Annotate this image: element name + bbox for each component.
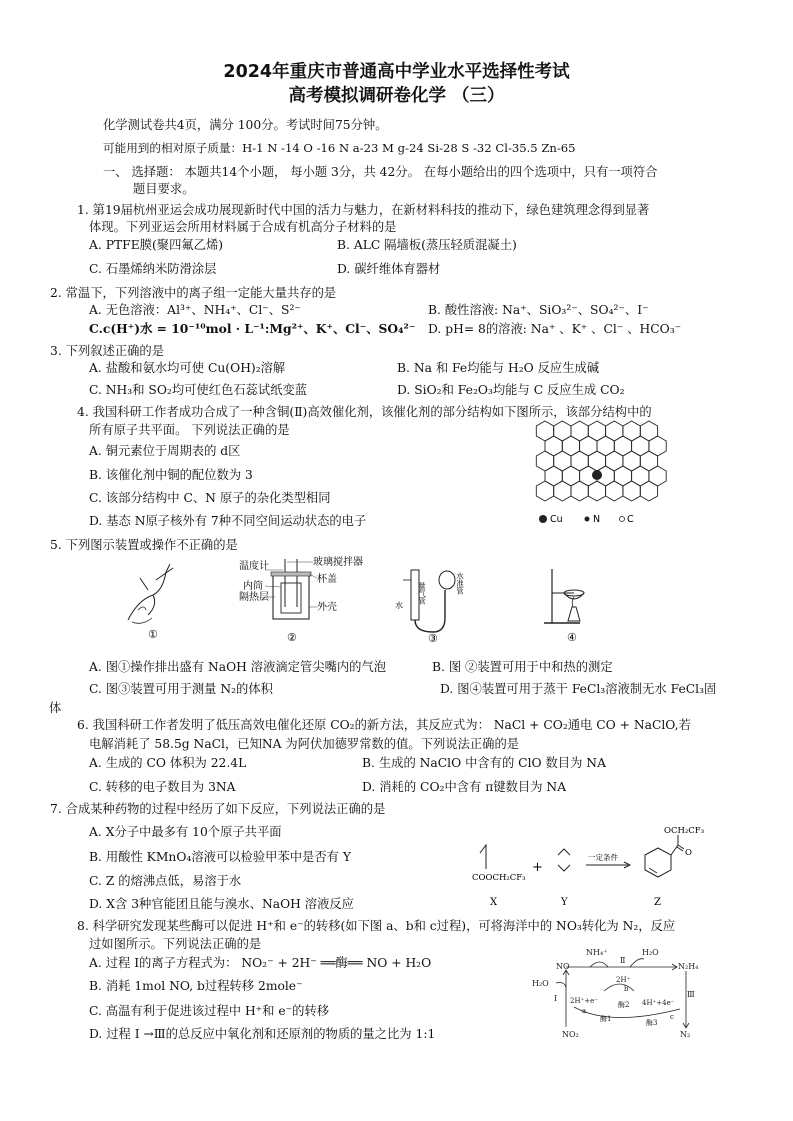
q4-option-b: B. 该催化剂中铜的配位数为 3 [89,468,253,482]
q3-option-d: D. SiO₂和 Fe₂O₃均能与 C 反应生成 CO₂ [397,383,625,397]
q1-option-a: A. PTFE膜(聚四氟乙烯) [89,238,224,252]
cycle-step-2: Ⅱ [620,956,626,965]
q4-stem: 4. 我国科研工作者成功合成了一种含铜(Ⅱ)高效催化剂，该催化剂的部分结构如下图所示，该部分结构中的 [77,405,652,419]
cycle-c: c [670,1013,674,1021]
legend-n-dot [585,517,590,522]
label-gas-burette: 量气管 [417,582,427,605]
figure-number-2: ② [287,631,297,644]
q4-option-c: C. 该部分结构中 C、N 原子的杂化类型相同 [89,491,331,505]
label-level-tube: 水准管 [455,572,465,595]
apparatus-figure-2 [239,557,363,644]
section-heading: 一、 选择题： 本题共14个小题， 每小题 3分，共 42分。 在每小题给出的四个选项中，只有一项符合 [103,165,658,179]
q2-option-b: B. 酸性溶液: Na⁺、SiO₃²⁻、SO₄²⁻、I⁻ [428,303,649,317]
z-carbonyl-o: O [685,848,692,858]
q8-option-c: C. 高温有利于促进该过程中 H⁺和 e⁻的转移 [89,1004,330,1018]
cycle-nh4: NH₄⁺ [586,948,608,957]
q2-option-c: C.c(H⁺)水 = 10⁻¹⁰mol · L⁻¹:Mg²⁺、K⁺、Cl⁻、SO₄²⁻ [89,321,416,336]
q3-option-c: C. NH₃和 SO₂均可使红色石蕊试纸变蓝 [89,383,308,397]
cycle-step-1: Ⅰ [554,994,558,1003]
cycle-enzyme-2: 酶2 [618,1001,630,1009]
x-ester-group: COOCH₂CF₃ [472,873,526,883]
q3-option-a: A. 盐酸和氨水均可使 Cu(OH)₂溶解 [89,361,286,375]
q1-option-b: B. ALC 隔墙板(蒸压轻质混凝土) [337,238,517,252]
hex-ring [536,481,553,501]
q5-stem: 5. 下列图示装置或操作不正确的是 [50,538,238,552]
label-y: Y [561,897,568,908]
q4-option-a: A. 铜元素位于周期表的 d区 [89,444,241,458]
plus-sign: + [532,860,543,875]
q5-option-d: D. 图④装置可用于蒸干 FeCl₃溶液制无水 FeCl₃固 [440,682,717,696]
cycle-enzyme-1: 酶1 [600,1015,612,1023]
q8-option-b: B. 消耗 1mol NO, b过程转移 2mole⁻ [89,979,303,993]
q5-option-c: C. 图③装置可用于测量 N₂的体积 [89,682,273,696]
q7-option-d: D. X含 3种官能团且能与溴水、NaOH 溶液反应 [89,897,354,911]
cycle-h2o-left: H₂O [532,979,549,988]
figure-number-1: ① [148,628,158,641]
legend-c: C [627,514,634,525]
apparatus-figure-1 [118,560,188,640]
q3-stem: 3. 下列叙述正确的是 [50,344,165,358]
q4-stem-cont: 所有原子共平面。 下列说法正确的是 [89,423,290,437]
label-thermometer: 温度计 [239,561,269,572]
cycle-4h-4e: 4H⁺+4e⁻ [642,999,675,1007]
apparatus-figure-3 [393,560,473,645]
label-lid: 杯盖 [317,574,337,585]
label-stirrer: 玻璃搅拌器 [313,557,363,568]
cycle-2h-e: 2H⁺+e⁻ [570,997,598,1005]
q2-stem: 2. 常温下，下列溶液中的离子组一定能大量共存的是 [50,286,337,300]
cycle-b: b [624,985,629,993]
section-heading-cont: 题目要求。 [133,182,195,196]
q1-stem: 1. 第19届杭州亚运会成功展现新时代中国的活力与魅力，在新材料科技的推动下，绿色建筑理念得到显著 [77,203,650,217]
hex-ring [554,481,571,501]
cycle-no: NO [556,962,570,971]
hex-ring [571,481,588,501]
q2-option-a: A. 无色溶液：Al³⁺、NH₄⁺、Cl⁻、S²⁻ [89,303,301,317]
q8-stem-cont: 过如图所示。下列说法正确的是 [89,937,262,951]
cycle-enzyme-3: 酶3 [646,1019,658,1027]
q5-option-b: B. 图 ②装置可用于中和热的测定 [432,660,613,674]
cycle-a: a [582,1007,587,1015]
q5-option-d-tail: 体 [49,701,62,715]
label-shell: 外壳 [317,602,337,613]
legend-n: N [593,514,601,525]
legend-cu-dot [539,515,547,523]
q8-option-a: A. 过程 Ⅰ的离子方程式为： NO₂⁻ + 2H⁻ ══酶══ NO + H₂O [89,956,432,970]
cycle-n2: N₂ [680,1030,691,1039]
cycle-h2o-top: H₂O [642,948,659,957]
label-water: 水 [395,601,403,610]
legend-cu: Cu [550,514,563,525]
q6-option-c: C. 转移的电子数目为 3NA [89,780,236,794]
reaction-condition: 一定条件 [588,853,618,862]
figure-number-3: ③ [428,632,438,645]
q1-option-d: D. 碳纤维体育器材 [337,262,441,276]
apparatus-figure-4 [540,565,600,643]
exam-title: 2024年重庆市普通高中学业水平选择性考试 [223,62,570,82]
q2-option-d: D. pH= 8的溶液: Na⁺ 、K⁺ 、Cl⁻ 、HCO₃⁻ [428,322,682,336]
cu-atom [592,470,602,480]
q7-option-c: C. Z 的熔沸点低，易溶于水 [89,874,242,888]
legend-c-dot [620,517,625,522]
exam-subtitle: 高考模拟调研卷化学 （三） [288,86,505,106]
q6-stem-cont: 电解消耗了 58.5g NaCl，已知NA 为阿伏加德罗常数的值。下列说法正确的是 [89,737,520,751]
q8-stem: 8. 科学研究发现某些酶可以促进 H⁺和 e⁻的转移(如下图 a、b和 c过程)，可将海洋中的 NO₃转化为 N₂，反应 [77,919,676,933]
hex-ring [623,481,640,501]
label-z: Z [654,897,661,908]
reaction-scheme-figure [470,825,705,910]
q6-option-d: D. 消耗的 CO₂中含有 π键数目为 NA [362,780,567,794]
cycle-n2h4: N₂H₄ [678,962,699,971]
figure-number-4: ④ [567,631,577,644]
q1-stem-cont: 体现。下列亚运会所用材料属于合成有机高分子材料的是 [89,220,397,234]
catalyst-structure-figure [535,423,685,533]
q7-stem: 7. 合成某种药物的过程中经历了如下反应，下列说法正确的是 [50,802,386,816]
q3-option-b: B. Na 和 Fe均能与 H₂O 反应生成碱 [397,361,600,375]
cycle-no2: NO₂ [562,1030,579,1039]
label-inner-cup: 内筒 [243,581,263,592]
q6-option-b: B. 生成的 NaClO 中含有的 ClO 数目为 NA [362,756,606,770]
hex-ring [640,481,657,501]
intro-line: 化学测试卷共4页，满分 100分。考试时间75分钟。 [103,118,388,132]
label-x: X [490,897,498,908]
label-insulation: 隔热层 [239,592,269,603]
q6-stem: 6. 我国科研工作者发明了低压高效电催化还原 CO₂的新方法，其反应式为： NaCl + CO₂通电 CO + NaClO,若 [77,718,691,732]
cycle-2h: 2H⁺ [616,976,631,984]
cycle-step-3: Ⅲ [687,990,695,999]
q7-option-a: A. X分子中最多有 10个原子共平面 [89,825,282,839]
hex-ring [588,481,605,501]
q7-option-b: B. 用酸性 KMnO₄溶液可以检验甲苯中是否有 Y [89,850,351,864]
q8-option-d: D. 过程 Ⅰ →Ⅲ的总反应中氧化剂和还原剂的物质的量之比为 1:1 [89,1027,436,1041]
atomic-mass-line: 可能用到的相对原子质量：H-1 N -14 O -16 N a-23 M g-24 Si-28 S -32 Cl-35.5 Zn-65 [103,141,576,155]
q4-option-d: D. 基态 N原子核外有 7种不同空间运动状态的电子 [89,514,367,528]
enzyme-cycle-figure [530,947,730,1042]
q5-option-a: A. 图①操作排出盛有 NaOH 溶液滴定管尖嘴内的气泡 [89,660,387,674]
q6-option-a: A. 生成的 CO 体积为 22.4L [89,756,247,770]
z-ester-group: OCH₂CF₃ [664,826,705,836]
hex-ring [606,481,623,501]
q1-option-c: C. 石墨烯纳米防滑涂层 [89,262,217,276]
